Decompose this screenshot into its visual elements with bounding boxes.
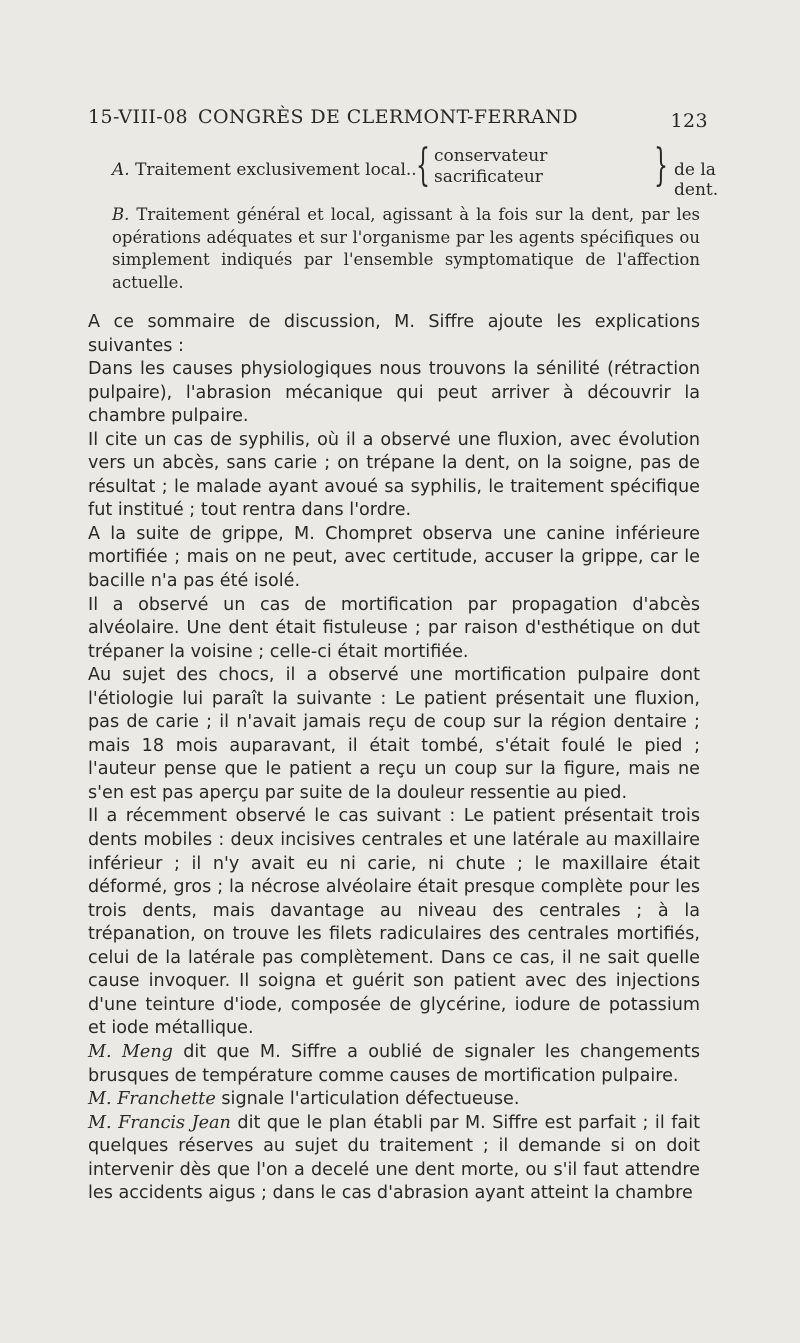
left-brace: { xyxy=(416,140,430,191)
section-a-label xyxy=(112,160,417,180)
paragraph xyxy=(88,594,700,665)
running-head xyxy=(88,106,708,136)
paragraph xyxy=(88,664,700,805)
speaker-name: M. Franchette xyxy=(88,1089,216,1110)
header-date: 15-VIII-08 xyxy=(88,106,189,128)
paragraph-text: Au sujet des chocs, il a observé une mortification pulpaire dont l'étiologie lui paraît la suivante : Le patient présentait une fluxion, pas de carie ; il n'avait jamais reçu de coup sur la région dentaire ; mais 18 mois auparavant, il était tombé, s'était foulé le pied ; l'auteur pense que le patient a reçu un coup sur la figure, mais ne s'en est pas aperçu par suite de la douleur ressentie au pied. xyxy=(88,665,700,803)
paragraph xyxy=(88,1088,700,1112)
paragraph xyxy=(88,358,700,429)
section-a xyxy=(112,140,719,200)
paragraph-text: signale l'articulation défectueuse. xyxy=(215,1089,520,1110)
section-a-tail: de la dent. xyxy=(674,160,719,200)
paragraph-text: dit que M. Siffre a oublié de signaler les changements brusques de température comme causes de mortification pulpaire. xyxy=(88,1041,700,1086)
section-b xyxy=(112,204,700,294)
right-brace: } xyxy=(654,140,668,191)
paragraph xyxy=(88,1041,700,1088)
speaker-name: M. Francis Jean xyxy=(88,1112,231,1133)
paragraph xyxy=(88,1112,700,1206)
section-a-text: Traitement exclusivement local.. xyxy=(135,160,417,180)
paragraph xyxy=(88,523,700,594)
section-a-letter: A. xyxy=(112,160,130,180)
paragraph xyxy=(88,311,700,358)
header-title: CONGRÈS DE CLERMONT-FERRAND xyxy=(198,106,578,128)
paragraph-text: Dans les causes physiologiques nous trouvons la sénilité (rétraction pulpaire), l'abrasion mécanique qui peut arriver à découvrir la chambre pulpaire. xyxy=(88,359,700,427)
paragraph-text: A ce sommaire de discussion, M. Siffre ajoute les explications suivantes : xyxy=(88,312,700,356)
paragraph-text: Il cite un cas de syphilis, où il a observé une fluxion, avec évolution vers un abcès, sans carie ; on trépane la dent, on la soigne, pas de résultat ; le malade ayant avoué sa syphilis, le traitement spécifique fut institué ; tout rentra dans l'ordre. xyxy=(88,429,700,521)
paragraph xyxy=(88,805,700,1040)
page-number: 123 xyxy=(670,110,708,132)
paragraph-text: dit que le plan établi par M. Siffre est parfait ; il fait quelques réserves au sujet du traitement ; il demande si on doit intervenir dès que l'on a decelé une dent morte, ou s'il faut attendre les accidents aigus ; dans le cas d'abrasion ayant atteint la chambre xyxy=(88,1112,700,1204)
option-sacrificateur: sacrificateur xyxy=(434,167,543,187)
speaker-name: M. Meng xyxy=(88,1041,173,1062)
paragraph xyxy=(88,429,700,523)
section-b-text: Traitement général et local, agissant à la fois sur la dent, par les opérations adéquates et sur l'organisme par les agents spécifiques ou simplement indiqués par l'ensemble symptomatique de l'affection actuelle. xyxy=(112,205,700,292)
paragraph-text: Il a récemment observé le cas suivant : Le patient présentait trois dents mobiles : deux incisives centrales et une latérale au maxillaire inférieur ; il n'y avait eu ni carie, ni chute ; le maxillaire était déformé, gros ; la nécrose alvéolaire était presque complète pour les trois dents, mais davantage au niveau des centrales ; à la trépanation, on trouve les filets radiculaires des centrales mortifiés, celui de la latérale pas complètement. Dans ce cas, il ne sait quelle cause invoquer. Il soigna et guérit son patient avec des injections d'une teinture d'iode, composée de glycérine, iodure de potassium et iode métallique. xyxy=(88,806,700,1039)
body-text xyxy=(88,311,700,1206)
paragraph-text: A la suite de grippe, M. Chompret observa une canine inférieure mortifiée ; mais on ne peut, avec certitude, accuser la grippe, car le bacille n'a pas été isolé. xyxy=(88,523,700,592)
section-b-letter: B. xyxy=(112,205,130,224)
paragraph-text: Il a observé un cas de mortification par propagation d'abcès alvéolaire. Une dent était fistuleuse ; par raison d'esthétique on dut trépaner la voisine ; celle-ci était mortifiée. xyxy=(88,594,700,662)
option-conservateur: conservateur xyxy=(434,146,548,166)
section-b-paragraph xyxy=(112,204,700,294)
